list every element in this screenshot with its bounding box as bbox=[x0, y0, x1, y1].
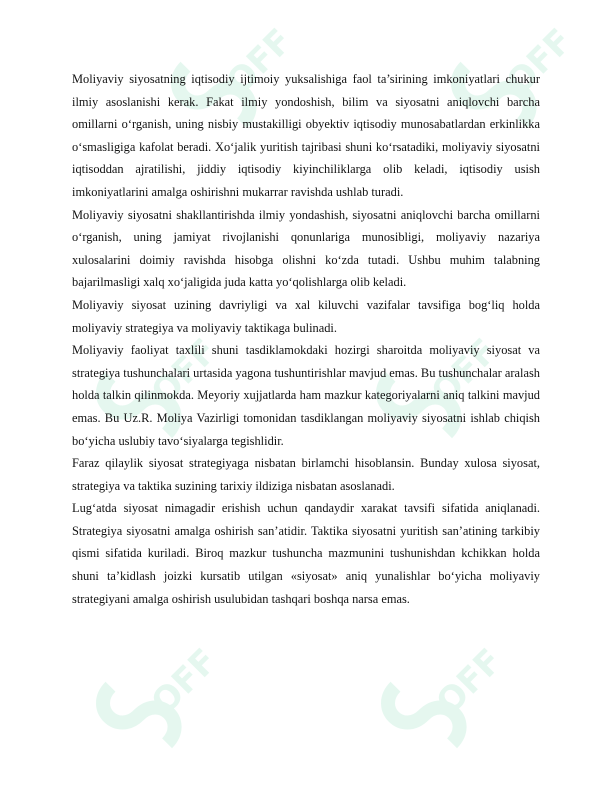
svg-text:OFF: OFF bbox=[498, 21, 581, 103]
svg-text:OFF: OFF bbox=[143, 641, 226, 723]
soff-watermark-logo bbox=[85, 640, 235, 790]
svg-text:OFF: OFF bbox=[218, 21, 301, 103]
svg-text:OFF: OFF bbox=[423, 331, 506, 413]
paragraph: Faraz qilaylik siyosat strategiyaga nisbatan birlamchi hisoblansin. Bunday xulosa siyosat, strategiya va taktika suzining tarixiy ildiziga nisbatan asoslanadi. bbox=[72, 456, 540, 493]
paragraph: Moliyaviy siyosatni shakllantirishda ilmiy yondashish, siyosatni aniqlovchi barcha omillarni o‘rganish, uning jamiyat rivojlanishi qonunlariga munosibligi, moliyaviy nazariya xulosalarini doimiy ravishda hisobga olishni ko‘zda tutadi. Ushbu muhim talabning bajarilmasligi xalq xo‘jaligida juda katta yo‘qolishlarga olib keladi. bbox=[72, 207, 540, 290]
paragraph: Moliyaviy siyosat uzining davriyligi va xal kiluvchi vazifalar tavsifiga bog‘liq holda moliyaviy strategiya va moliyaviy taktikaga bulinadi. bbox=[72, 297, 540, 335]
document-body bbox=[72, 68, 540, 610]
svg-text:OFF: OFF bbox=[143, 331, 226, 413]
soff-watermark-logo bbox=[370, 640, 520, 790]
svg-text:OFF: OFF bbox=[428, 641, 511, 723]
paragraph: Moliyaviy faoliyat taxlili shuni tasdiklamokdaki hozirgi sharoitda moliyaviy siyosat va strategiya tushunchalari urtasida yagona tushuntirishlar mavjud emas. Bu tushunchalar aralash holda talkin qilinmokda. Meyoriy xujjatlarda ham mazkur kategoriyalarni aniq talkini mavjud emas. Bu Uz.R. Moliya Vazirligi tomonidan tasdiklangan moliyaviy siyosatni ishlab chiqish bo‘yicha uslubiy tavo‘siyalarga tegishlidir. bbox=[72, 343, 540, 448]
paragraph: Lug‘atda siyosat nimagadir erishish uchun qandaydir xarakat tavsifi sifatida aniqlanadi. Strategiya siyosatni amalga oshirish san’atidir. Taktika siyosatni yuritish san’atining tarkibiy qismi sifatida kuriladi. Biroq mazkur tushuncha mazmunini tushunishdan kchikkan holda shuni ta’kidlash joizki kursatib utilgan «siyosat» aniq yunalishlar bo‘yicha moliyaviy strategiyani amalga oshirish usulubidan tashqari boshqa narsa emas. bbox=[72, 501, 540, 606]
paragraph: Moliyaviy siyosatning iqtisodiy ijtimoiy yuksalishiga faol ta’sirining imkoniyatlari chukur ilmiy asoslanishi kerak. Fakat ilmiy yondoshish, bilim va siyosatni aniqlovchi barcha omillarni o‘rganish, uning nisbiy mustakilligi obyektiv iqtisodiy munosabatlardan erkinlikka o‘smasligiga kafolat beradi. Xo‘jalik yuritish tajribasi shuni ko‘rsatadiki, moliyaviy siyosatni iqtisoddan ajratilishi, jiddiy iqtisodiy kiyinchiliklarga olib keladi, iqtisodiy usish imkoniyatlarini amalga oshirishni mukarrar ravishda ushlab turadi. bbox=[72, 72, 540, 199]
